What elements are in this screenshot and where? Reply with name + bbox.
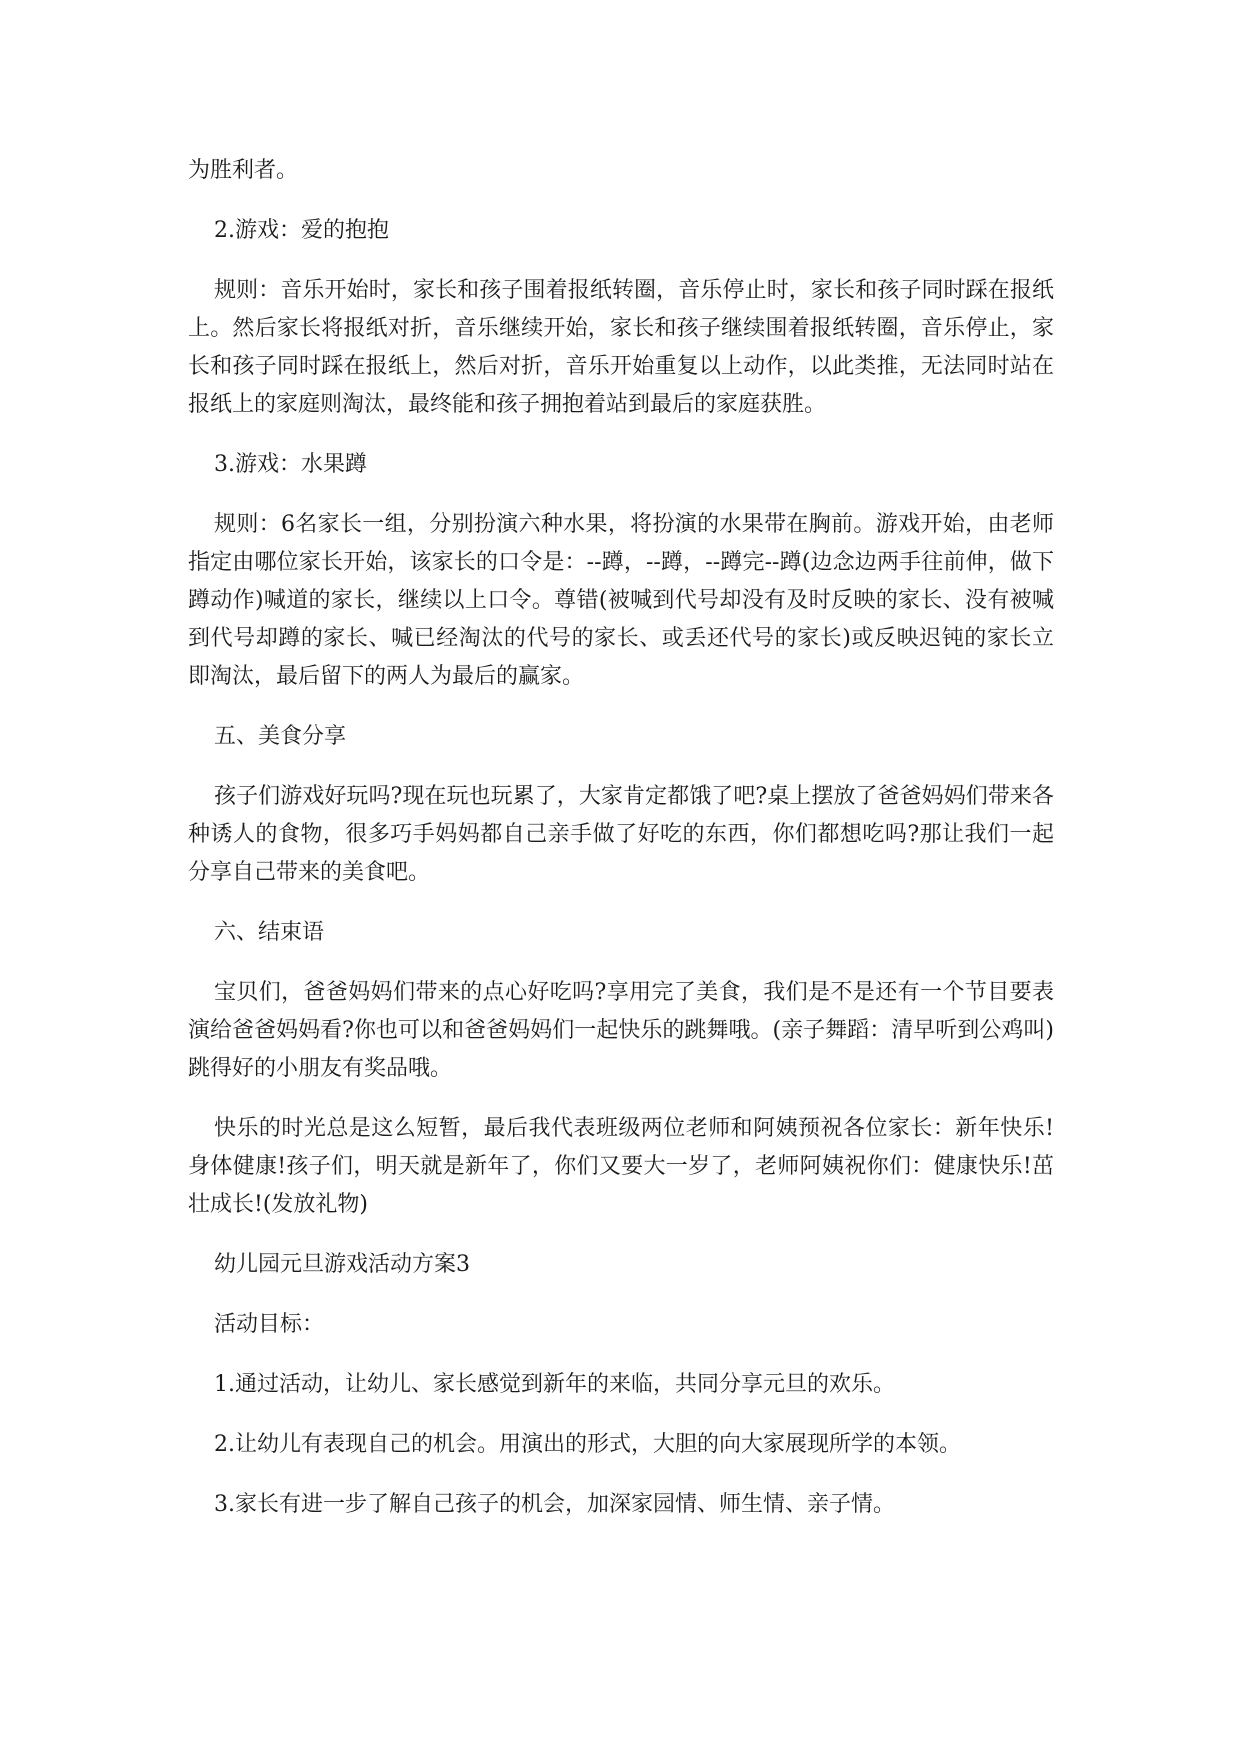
section-5-body: 孩子们游戏好玩吗?现在玩也玩累了，大家肯定都饿了吧?桌上摆放了爸爸妈妈们带来各种诱人的食物，很多巧手妈妈都自己亲手做了好吃的东西，你们都想吃吗?那让我们一起分享自己带来的美食吧。 bbox=[188, 784, 1054, 885]
goal-1: 1.通过活动，让幼儿、家长感觉到新年的来临，共同分享元旦的欢乐。 bbox=[214, 1372, 895, 1397]
closing-paragraph: 快乐的时光总是这么短暂，最后我代表班级两位老师和阿姨预祝各位家长：新年快乐!身体健康!孩子们，明天就是新年了，你们又要大一岁了，老师阿姨祝你们：健康快乐!茁壮成长!(发放礼物) bbox=[188, 1116, 1054, 1217]
section-6-heading: 六、结束语 bbox=[214, 920, 325, 945]
document-body bbox=[188, 152, 1054, 1546]
game-2-rules: 规则：音乐开始时，家长和孩子围着报纸转圈，音乐停止时，家长和孩子同时踩在报纸上。然后家长将报纸对折，音乐继续开始，家长和孩子继续围着报纸转圈，音乐停止，家长和孩子同时踩在报纸上，然后对折，音乐开始重复以上动作，以此类推，无法同时站在报纸上的家庭则淘汰，最终能和孩子拥抱着站到最后的家庭获胜。 bbox=[188, 278, 1054, 417]
section-6-body: 宝贝们，爸爸妈妈们带来的点心好吃吗?享用完了美食，我们是不是还有一个节目要表演给爸爸妈妈看?你也可以和爸爸妈妈们一起快乐的跳舞哦。(亲子舞蹈：清早听到公鸡叫)跳得好的小朋友有奖品哦。 bbox=[188, 980, 1054, 1081]
section-5-heading: 五、美食分享 bbox=[214, 724, 347, 749]
goals-heading: 活动目标： bbox=[214, 1312, 325, 1337]
game-3-heading: 3.游戏：水果蹲 bbox=[214, 452, 367, 477]
game-3-rules: 规则：6名家长一组，分别扮演六种水果，将扮演的水果带在胸前。游戏开始，由老师指定由哪位家长开始，该家长的口令是：--蹲，--蹲，--蹲完--蹲(边念边两手往前伸，做下蹲动作)喊道的家长，继续以上口令。尊错(被喊到代号却没有及时反映的家长、没有被喊到代号却蹲的家长、喊已经淘汰的代号的家长、或丢还代号的家长)或反映迟钝的家长立即淘汰，最后留下的两人为最后的赢家。 bbox=[188, 512, 1054, 689]
goal-2: 2.让幼儿有表现自己的机会。用演出的形式，大胆的向大家展现所学的本领。 bbox=[214, 1432, 961, 1457]
paragraph-continuation: 为胜利者。 bbox=[188, 158, 299, 183]
goal-3: 3.家长有进一步了解自己孩子的机会，加深家园情、师生情、亲子情。 bbox=[214, 1492, 895, 1517]
plan-3-title: 幼儿园元旦游戏活动方案3 bbox=[214, 1252, 470, 1277]
game-2-heading: 2.游戏：爱的抱抱 bbox=[214, 218, 389, 243]
